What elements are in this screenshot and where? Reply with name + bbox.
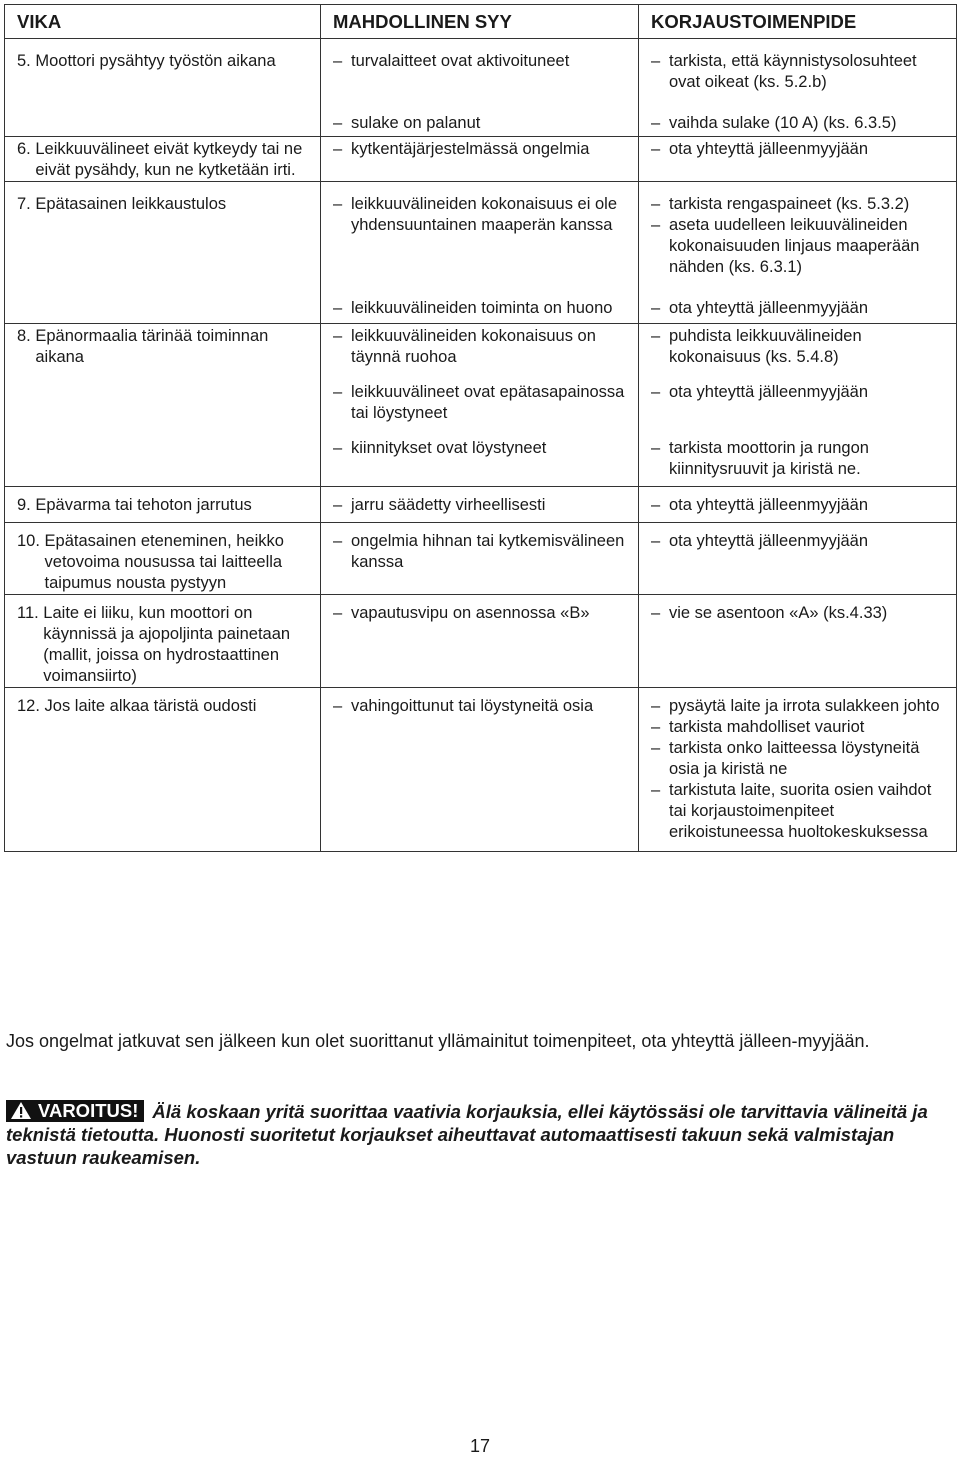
fix-item <box>651 738 950 780</box>
table-row <box>5 39 957 102</box>
issue-number: 8. <box>17 327 36 345</box>
dash-mark: – <box>333 496 343 514</box>
header-vika: VIKA <box>5 5 321 39</box>
fix-text: ota yhteyttä jälleenmyyjään <box>669 532 869 550</box>
fix-text: aseta uudelleen leikuuvälineiden kokonaisuuden linjaus maaperään nähden (ks. 6.3.1) <box>669 216 920 276</box>
cause-text: leikkuuvälineiden kokonaisuus on täynnä ruohoa <box>351 327 596 366</box>
fix-item <box>651 495 950 516</box>
dash-mark: – <box>651 216 661 234</box>
table-row <box>5 182 957 287</box>
issue-number: 11. <box>17 604 44 622</box>
page-number: 17 <box>469 1436 491 1456</box>
table-row <box>5 324 957 375</box>
fix-cell <box>639 523 957 595</box>
cause-item <box>333 139 632 160</box>
cause-item <box>333 438 632 459</box>
dash-mark: – <box>651 383 661 401</box>
issue-number: 12. <box>17 697 45 715</box>
dash-mark: – <box>651 697 661 715</box>
fix-cell <box>639 137 957 182</box>
fix-item <box>651 326 950 368</box>
fix-text: tarkista rengaspaineet (ks. 5.3.2) <box>669 195 910 213</box>
table-row <box>5 688 957 852</box>
fix-cell <box>639 595 957 688</box>
dash-mark: – <box>333 327 343 345</box>
fix-cell <box>639 324 957 375</box>
dash-mark: – <box>651 496 661 514</box>
troubleshooting-table <box>4 4 957 852</box>
warning-text: Älä koskaan yritä suorittaa vaativia korjauksia, ellei käytössäsi ole tarvittavia välineitä ja teknistä tietoutta. Huonosti suoritetut korjaukset aiheuttavat automaattisesti takuun sekä valmistajan vastuun raukeamisen. <box>6 1101 928 1168</box>
fix-item <box>651 382 950 403</box>
dash-mark: – <box>333 114 343 132</box>
cause-item <box>333 495 632 516</box>
fix-text: pysäytä laite ja irrota sulakkeen johto <box>669 697 940 715</box>
cause-text: ongelmia hihnan tai kytkemisvälineen kanssa <box>351 532 625 571</box>
fix-item <box>651 531 950 552</box>
vika-cell <box>5 324 321 487</box>
fix-text: puhdista leikkuuvälineiden kokonaisuus (ks. 5.4.8) <box>669 327 862 366</box>
cause-cell <box>321 523 639 595</box>
dash-mark: – <box>333 140 343 158</box>
fix-cell <box>639 374 957 430</box>
issue-number: 9. <box>17 496 36 514</box>
cause-item <box>333 194 632 236</box>
fix-item <box>651 51 950 93</box>
vika-cell <box>5 688 321 852</box>
dash-mark: – <box>651 52 661 70</box>
fix-item <box>651 194 950 215</box>
vika-cell <box>5 595 321 688</box>
table-row <box>5 595 957 688</box>
dash-mark: – <box>651 532 661 550</box>
fix-item <box>651 780 950 843</box>
cause-item <box>333 326 632 368</box>
fix-item <box>651 298 950 319</box>
fix-text: ota yhteyttä jälleenmyyjään <box>669 140 869 158</box>
dash-mark: – <box>651 114 661 132</box>
issue-entry <box>5 51 320 72</box>
warning-badge <box>6 1100 144 1122</box>
dash-mark: – <box>333 195 343 213</box>
fix-cell <box>639 286 957 324</box>
issue-entry <box>5 326 320 368</box>
cause-cell <box>321 101 639 137</box>
dash-mark: – <box>651 604 661 622</box>
issue-text: Laite ei liiku, kun moottori on käynnissä ja ajopoljinta painetaan (mallit, joissa on hydrostaattinen voimansiirto) <box>43 604 291 685</box>
fix-text: tarkistuta laite, suorita osien vaihdot tai korjaustoimenpiteet erikoistuneessa huoltokeskuksessa <box>669 781 932 841</box>
issue-entry <box>5 495 320 516</box>
cause-item <box>333 113 632 134</box>
dash-mark: – <box>651 195 661 213</box>
dash-mark: – <box>651 299 661 317</box>
cause-text: vahingoittunut tai löystyneitä osia <box>351 697 594 715</box>
table-body <box>5 39 957 852</box>
cause-text: kytkentäjärjestelmässä ongelmia <box>351 140 590 158</box>
issue-number: 5. <box>17 52 36 70</box>
fix-text: tarkista mahdolliset vauriot <box>669 718 865 736</box>
dash-mark: – <box>333 697 343 715</box>
cause-text: leikkuuvälineiden kokonaisuus ei ole yhdensuuntainen maaperän kanssa <box>351 195 618 234</box>
fix-text: ota yhteyttä jälleenmyyjään <box>669 299 869 317</box>
cause-text: vapautusvipu on asennossa «B» <box>351 604 590 622</box>
vika-cell <box>5 487 321 523</box>
cause-text: turvalaitteet ovat aktivoituneet <box>351 52 570 70</box>
warning-label: VAROITUS! <box>38 1100 139 1121</box>
issue-text: Jos laite alkaa täristä oudosti <box>44 697 257 715</box>
cause-cell <box>321 430 639 487</box>
fix-text: ota yhteyttä jälleenmyyjään <box>669 496 869 514</box>
issue-entry <box>5 531 320 594</box>
fix-item <box>651 215 950 278</box>
cause-cell <box>321 595 639 688</box>
issue-entry <box>5 139 320 181</box>
dash-mark: – <box>651 718 661 736</box>
fix-cell <box>639 39 957 102</box>
dash-mark: – <box>333 52 343 70</box>
cause-cell <box>321 182 639 287</box>
cause-cell <box>321 688 639 852</box>
dash-mark: – <box>651 781 661 799</box>
vika-cell <box>5 39 321 137</box>
fix-cell <box>639 101 957 137</box>
cause-text: jarru säädetty virheellisesti <box>351 496 546 514</box>
cause-item <box>333 531 632 573</box>
issue-text: Epätasainen eteneminen, heikko vetovoima nousussa tai laitteella taipumus nousta pystyyn <box>44 532 284 592</box>
fix-text: tarkista moottorin ja rungon kiinnitysruuvit ja kiristä ne. <box>669 439 869 478</box>
fix-item <box>651 113 950 134</box>
fix-cell <box>639 182 957 287</box>
issue-entry <box>5 194 320 215</box>
cause-text: leikkuuvälineet ovat epätasapainossa tai löystyneet <box>351 383 625 422</box>
table-row <box>5 487 957 523</box>
issue-number: 6. <box>17 140 36 158</box>
issue-entry <box>5 603 320 687</box>
table-row <box>5 523 957 595</box>
fix-text: tarkista, että käynnistysolosuhteet ovat oikeat (ks. 5.2.b) <box>669 52 917 91</box>
dash-mark: – <box>651 439 661 457</box>
cause-text: leikkuuvälineiden toiminta on huono <box>351 299 613 317</box>
dash-mark: – <box>651 739 661 757</box>
cause-item <box>333 298 632 319</box>
cause-cell <box>321 374 639 430</box>
issue-text: Moottori pysähtyy työstön aikana <box>35 52 276 70</box>
issue-text: Epänormaalia tärinää toiminnan aikana <box>35 327 269 366</box>
dash-mark: – <box>333 439 343 457</box>
cause-item <box>333 696 632 717</box>
warning-block <box>6 1100 952 1169</box>
fix-cell <box>639 487 957 523</box>
fix-item <box>651 139 950 160</box>
dash-mark: – <box>333 299 343 317</box>
fix-item <box>651 438 950 480</box>
fix-item <box>651 696 950 717</box>
cause-cell <box>321 286 639 324</box>
fix-cell <box>639 688 957 852</box>
dash-mark: – <box>651 327 661 345</box>
issue-entry <box>5 696 320 717</box>
cause-text: sulake on palanut <box>351 114 481 132</box>
header-syy: MAHDOLLINEN SYY <box>321 5 639 39</box>
cause-cell <box>321 324 639 375</box>
header-korjaus: KORJAUSTOIMENPIDE <box>639 5 957 39</box>
fix-cell <box>639 430 957 487</box>
fix-text: ota yhteyttä jälleenmyyjään <box>669 383 869 401</box>
table-header-row <box>5 5 957 39</box>
issue-text: Epävarma tai tehoton jarrutus <box>35 496 252 514</box>
issue-number: 7. <box>17 195 36 213</box>
table-row <box>5 137 957 182</box>
cause-item <box>333 51 632 72</box>
fix-text: tarkista onko laitteessa löystyneitä osia ja kiristä ne <box>669 739 920 778</box>
dash-mark: – <box>333 604 343 622</box>
fix-item <box>651 603 950 624</box>
dash-mark: – <box>333 383 343 401</box>
vika-cell <box>5 182 321 324</box>
cause-text: kiinnitykset ovat löystyneet <box>351 439 547 457</box>
dash-mark: – <box>333 532 343 550</box>
cause-item <box>333 603 632 624</box>
vika-cell <box>5 523 321 595</box>
issue-text: Leikkuuvälineet eivät kytkeydy tai ne eivät pysähdy, kun ne kytketään irti. <box>35 140 303 179</box>
cause-cell <box>321 137 639 182</box>
cause-cell <box>321 487 639 523</box>
fix-text: vaihda sulake (10 A) (ks. 6.3.5) <box>669 114 897 132</box>
dash-mark: – <box>651 140 661 158</box>
vika-cell <box>5 137 321 182</box>
note-paragraph: Jos ongelmat jatkuvat sen jälkeen kun olet suorittanut yllämainitut toimenpiteet, ota yhteyttä jälleen-myyjään. <box>6 1031 870 1051</box>
cause-item <box>333 382 632 424</box>
issue-text: Epätasainen leikkaustulos <box>35 195 227 213</box>
cause-cell <box>321 39 639 102</box>
fix-text: vie se asentoon «A» (ks.4.33) <box>669 604 888 622</box>
issue-number: 10. <box>17 532 45 550</box>
fix-item <box>651 717 950 738</box>
warning-triangle-icon <box>10 1101 32 1120</box>
